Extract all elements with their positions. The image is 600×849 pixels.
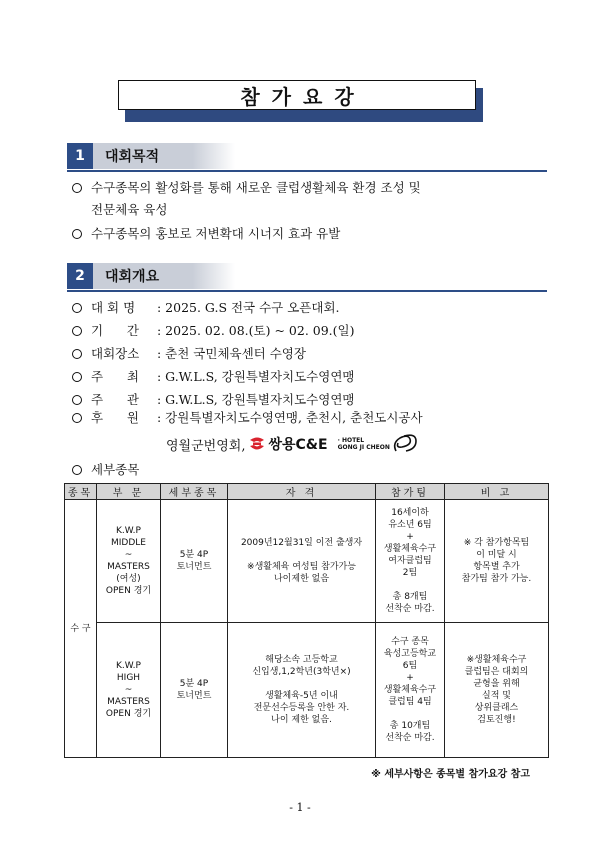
qualification-cell: 2009년12월31일 이전 출생자 ※생활체육 여성팀 참가가능 나이제한 없음 bbox=[228, 500, 376, 623]
table-row bbox=[65, 623, 549, 758]
header-cell: 자 격 bbox=[228, 484, 376, 500]
event-cell: 5분 4P 토너먼트 bbox=[161, 500, 228, 623]
overview-item: 대회장소 : 춘천 국민체육센터 수영장 bbox=[72, 344, 306, 362]
remarks-cell: ※생활체육수구 클럽팀은 대회의 균형을 위해 실적 및 상위클래스 검토진행! bbox=[445, 623, 549, 758]
sponsor-logos bbox=[166, 432, 420, 456]
division-cell: K.W.P HIGH ~ MASTERS OPEN 경기 bbox=[97, 623, 161, 758]
section-title: 대회개요 bbox=[93, 263, 235, 289]
overview-item: 주 최 : G.W.L.S, 강원특별자치도수영연맹 bbox=[72, 367, 354, 385]
division-cell: K.W.P MIDDLE ~ MASTERS (여성) OPEN 경기 bbox=[97, 500, 161, 623]
detail-label: 세부종목 bbox=[72, 460, 139, 478]
event-table bbox=[64, 483, 549, 758]
page-number: - 1 - bbox=[289, 801, 311, 814]
header-cell: 참가팀 bbox=[376, 484, 445, 500]
overview-item: 후 원 : 강원특별자치도수영연맹, 춘천시, 춘천도시공사 bbox=[72, 408, 423, 426]
sponsor-text: 영월군번영회, bbox=[166, 438, 246, 454]
ssangyong-mark-icon bbox=[248, 436, 266, 452]
section-underline bbox=[67, 290, 547, 292]
table-header-row bbox=[65, 484, 549, 500]
qualification-cell: 해당소속 고등학교 신입생,1,2학년(3학년×) 생활체육-5년 이내 전문선수등록을 안한 자. 나이 제한 없음. bbox=[228, 623, 376, 758]
purpose-item-2: 수구종목의 홍보로 저변확대 시너지 효과 유발 bbox=[72, 224, 340, 242]
circle-bullet-icon bbox=[72, 349, 82, 359]
sport-cell: 수 구 bbox=[65, 500, 97, 758]
section-title: 대회목적 bbox=[93, 143, 235, 169]
header-cell: 비 고 bbox=[445, 484, 549, 500]
section-header-1 bbox=[67, 143, 547, 169]
section-header-2 bbox=[67, 263, 547, 289]
circle-bullet-icon bbox=[72, 372, 82, 382]
circle-bullet-icon bbox=[72, 465, 82, 475]
overview-item: 기 간 : 2025. 02. 08.(토) ~ 02. 09.(일) bbox=[72, 321, 354, 339]
table-row bbox=[65, 500, 549, 623]
page-title: 참가요강 bbox=[118, 80, 476, 110]
section-number: 1 bbox=[67, 143, 93, 169]
ssangyong-wordmark: 쌍용C&E bbox=[268, 437, 328, 453]
footnote: ※ 세부사항은 종목별 참가요강 참고 bbox=[371, 769, 530, 780]
circle-bullet-icon bbox=[72, 413, 82, 423]
overview-item: 대 회 명 : 2025. G.S 전국 수구 오픈대회. bbox=[72, 298, 340, 316]
purpose-item-1-cont: 전문체육 육성 bbox=[91, 202, 168, 217]
circle-bullet-icon bbox=[72, 326, 82, 336]
teams-cell: 수구 종목 육성고등학교 6팀 + 생활체육수구 클럽팀 4팀 총 10개팀 선착순 마감. bbox=[376, 623, 445, 758]
section-number: 2 bbox=[67, 263, 93, 289]
event-cell: 5분 4P 토너먼트 bbox=[161, 623, 228, 758]
teams-cell: 16세이하 유소년 6팀 + 생활체육수구 여자클럽팀 2팀 총 8개팀 선착순 마감. bbox=[376, 500, 445, 623]
circle-bullet-icon bbox=[72, 183, 82, 193]
section-underline bbox=[67, 170, 547, 172]
hotel-gongjicheon-logo: · HOTEL GONG JI CHEON bbox=[338, 433, 420, 455]
header-cell: 세부종목 bbox=[161, 484, 228, 500]
hotel-monogram-icon bbox=[390, 433, 420, 455]
circle-bullet-icon bbox=[72, 395, 82, 405]
purpose-item-1: 수구종목의 활성화를 통해 새로운 클럽생활체육 환경 조성 및 bbox=[72, 178, 421, 196]
header-cell: 종목 bbox=[65, 484, 97, 500]
circle-bullet-icon bbox=[72, 303, 82, 313]
ssangyong-logo bbox=[248, 434, 327, 454]
circle-bullet-icon bbox=[72, 229, 82, 239]
overview-item: 주 관 : G.W.L.S, 강원특별자치도수영연맹 bbox=[72, 390, 354, 408]
remarks-cell: ※ 각 참가항목팀 이 미달 시 항목별 추가 참가팀 참가 가능. bbox=[445, 500, 549, 623]
header-cell: 부 문 bbox=[97, 484, 161, 500]
